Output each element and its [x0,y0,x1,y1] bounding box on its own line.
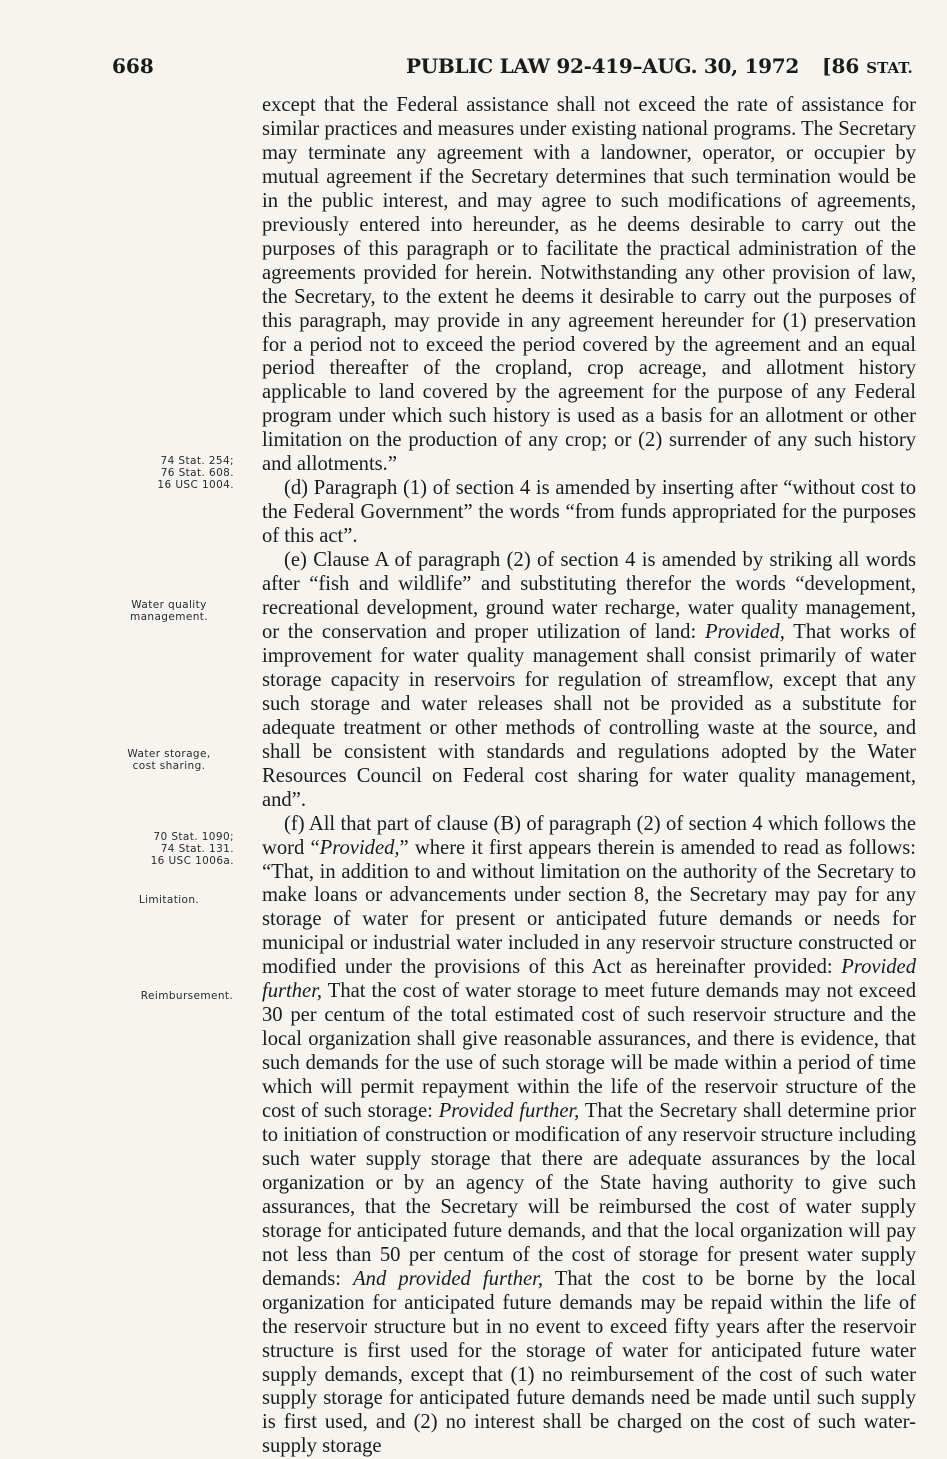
text-run: That the cost of water storage to meet future demands may not exceed 30 per centum of the total estimated cost of such reservoir structure and the local organization shall give reasonable assurances, and there is evidence, that such demands for the use of such storage will be made within a period of time which will permit repayment within the life of the reservoir structure of the cost of such storage: [262,980,916,1123]
margin-note-water-quality [94,599,244,623]
margin-note-line: cost sharing. [132,760,206,772]
volume-reference [822,54,913,78]
text-run: That works of improvement for water quality management shall consist primarily of water storage capacity in reservoirs for regulation of streamflow, except that any such storage and water releases shall not be provided as a substitute for adequate treatment or other methods of controlling waste at the source, and shall be consistent with standards and regulations adopted by the Water Resources Council on Federal cost sharing for water quality management, and”. [262,620,916,811]
paragraph-d: (d) Paragraph (1) of section 4 is amended by inserting after “without cost to the Federal Government” the words “from funds appropriated for the purposes of this act”. [262,477,916,548]
running-title: PUBLIC LAW 92-419–AUG. 30, 1972 [406,54,799,78]
paragraph-continued: except that the Federal assistance shall not exceed the rate of assistance for similar practices and measures under existing national programs. The Secretary may terminate any agreement with a landowner, operator, or occupier by mutual agreement if the Secretary determines that such termination would be in the public interest, and may agree to such modifications of agreements, previously entered into hereunder, as he deems desirable to carry out the purposes of this paragraph or to facilitate the practical administration of the agreements provided for herein. Notwithstanding any other provision of law, the Secretary, to the extent he deems it desirable to carry out the purposes of this paragraph, may provide in any agreement hereunder for (1) preservation for a period not to exceed the period covered by the agreement and an equal period thereafter of the cropland, crop acreage, and allotment history applicable to land covered by the agreement for the purpose of any Federal program under which such history is used as a basis for an allotment or other limitation on the production of any crop; or (2) surrender of any such history and allotments.” [262,94,916,476]
margin-note-line: 74 Stat. 254; [160,455,234,467]
margin-note-line: Water storage, [127,748,211,760]
paragraph-e [262,549,916,812]
page-number: 668 [112,54,154,78]
text-run: (e) Clause A of paragraph (2) of section 4 is amended by striking all words after “fish and wildlife” and substituting therefor the words “development, recreational development, ground water recharge, water quality management, or the conservation and proper utilization of land: [262,549,916,643]
text-run: That the Secretary shall determine prior to initiation of construction or modification of any reservoir structure including such water supply storage that there are adequate assurances by the local organization or by an agency of the State having authority to give such assurances, that the Secretary will be reimbursed the cost of water supply storage for anticipated future demands, and that the local organization will pay not less than 50 per centum of the cost of storage for present water supply demands: [262,1100,916,1290]
text-run: (f) All that part of clause (B) of paragraph (2) of section 4 which follows the word “ [262,812,916,859]
margin-note-line: Reimbursement. [140,990,234,1002]
italic-run: Provided, [319,836,400,859]
italic-run: Provided further, [438,1100,580,1123]
margin-note-statute-citation [104,455,234,491]
text-run: That the cost to be borne by the local organization for anticipated future demands may be repaid within the life of the reservoir structure but in no event to exceed fifty years after the reservoir structure is first used for the storage of water for anticipated future water supply demands, except that (1) no reimbursement of the cost of such water supply storage for anticipated future demands need be made until such supply is first used, and (2) no interest shall be charged on the cost of such water-supply storage [262,1267,917,1458]
volume-number: [86 [822,54,860,78]
italic-run: Provided, [704,620,785,643]
margin-note-line: Limitation. [138,894,200,906]
margin-note-line: Water quality [131,599,207,611]
margin-note-limitation [94,894,244,906]
italic-run: And provided further, [353,1267,544,1290]
volume-abbreviation: STAT. [866,59,913,77]
paragraph-f [262,813,916,1459]
margin-note-line: 74 Stat. 131. [160,843,234,855]
margin-note-statute-citation-2 [104,831,234,867]
page-header [0,44,947,84]
italic-run: Provided further, [262,956,916,1003]
margin-note-line: 76 Stat. 608. [160,467,234,479]
body-text [262,94,916,1459]
margin-note-line: 16 USC 1004. [157,479,234,491]
text-run: ” where it first appears therein is amended to read as follows: “That, in addition to and without limitation on the authority of the Secretary to make loans or advancements under section 8, the Secretary may pay for any storage of water for present or anticipated future demands or needs for municipal or industrial water included in any reservoir structure constructed or modified under the provisions of this Act as hereinafter provided: [262,836,916,979]
margin-note-line: management. [129,611,209,623]
margin-note-line: 16 USC 1006a. [150,855,234,867]
margin-note-line: 70 Stat. 1090; [153,831,234,843]
margin-note-water-storage [94,748,244,772]
margin-note-reimbursement [112,990,262,1002]
